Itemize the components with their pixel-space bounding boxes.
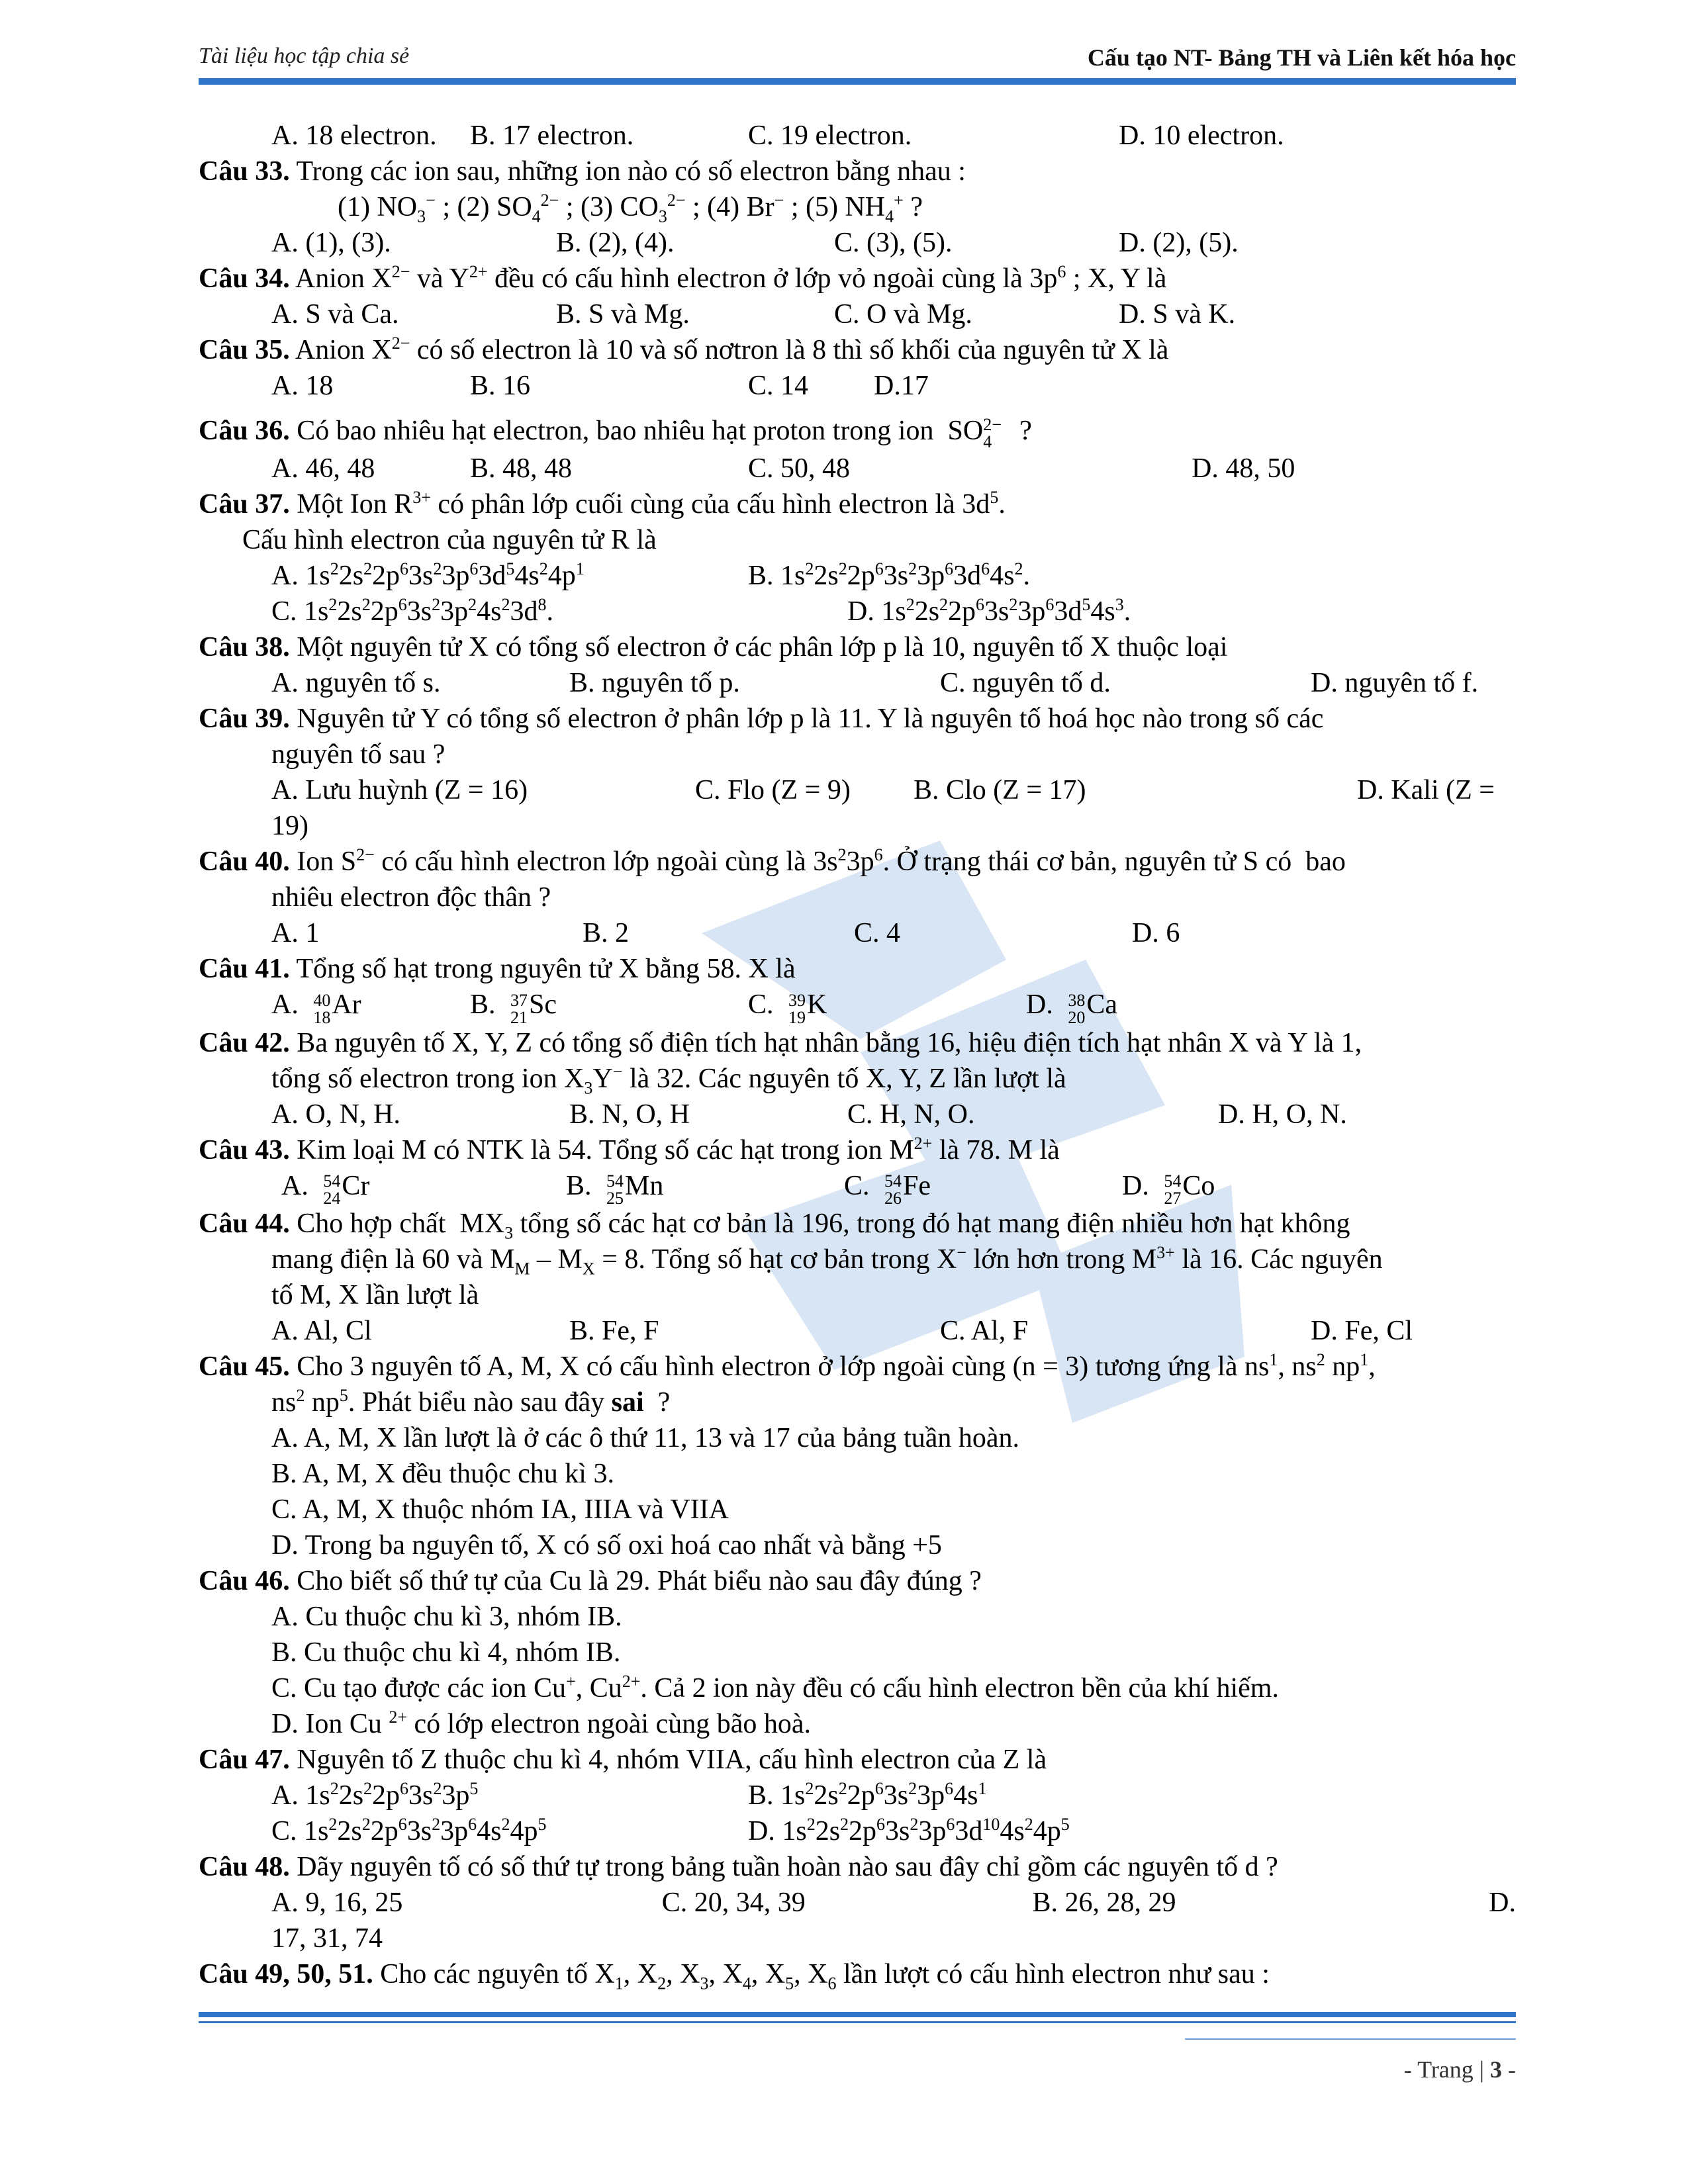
q39 — [199, 701, 1516, 737]
q45: Câu 45. Cho 3 nguyên tố A, M, X có cấu hình electron ở lớp ngoài cùng (n = 3) tương ứng là $ns^1$, $ns^2$ $np^1$, — [199, 1350, 1376, 1383]
q44-options — [199, 1313, 1516, 1349]
q45-option-c: C. A, M, X thuộc nhóm IA, IIIA và VIIA — [271, 1494, 729, 1525]
q48-option-b: B. 26, 28, 29 — [1032, 1888, 1176, 1919]
q34-option-b: B. S và Mg. — [556, 299, 690, 330]
q48-options — [199, 1885, 1516, 1921]
q42-text: Ba nguyên tố X, Y, Z có tổng số điện tích hạt nhân bằng 16, hiệu điện tích hạt nhân X và Y là 1, — [297, 1027, 1362, 1058]
q47-option-b: B. $1s^22s^22p^63s^23p^64s^1$ — [748, 1779, 987, 1811]
q32-options — [199, 118, 1516, 154]
q46-text: Cho biết số thứ tự của Cu là 29. Phát biểu nào sau đây đúng ? — [297, 1566, 982, 1597]
q47-option-d: D. $1s^22s^22p^63s^23p^63d^{10}4s^24p^5$ — [748, 1815, 1070, 1847]
q39-options — [199, 772, 1516, 808]
q36-number: Câu 36. — [199, 416, 290, 446]
q41-text: Tổng số hạt trong nguyên tử X bằng 58. X là — [296, 954, 796, 985]
q35-option-d: D.17 — [874, 371, 929, 401]
q35-option-a: A. 18 — [271, 371, 334, 401]
q44-option-b: B. Fe, F — [569, 1316, 659, 1347]
q34-option-d: D. S và K. — [1119, 299, 1236, 330]
q37-options-cd — [199, 594, 1516, 629]
q43-option-b: B. 54 25 Mn — [566, 1170, 664, 1208]
q43-option-d: D. 54 27 Co — [1122, 1170, 1215, 1208]
q35-options — [199, 368, 1516, 404]
q46-option-c: C. Cu tạo được các ion Cu+, $Cu^{2+}$. Cả 2 ion này đều có cấu hình electron bền của khí hiếm. — [271, 1672, 1279, 1704]
q47 — [199, 1742, 1516, 1778]
q43-option-a: A. 54 24 Cr — [281, 1170, 370, 1208]
q33-option-a: A. (1), (3). — [271, 228, 391, 258]
q38-text: Một nguyên tử X có tổng số electron ở các phân lớp p là 10, nguyên tố X thuộc loại — [297, 632, 1228, 663]
q37-number: Câu 37. — [199, 489, 290, 520]
q40: Câu 40. Ion $S^{2-}$ có cấu hình electron lớp ngoài cùng là $3s^23p^6$. Ở trạng thái cơ bản, nguyên tử S có bao — [199, 845, 1346, 878]
q39-text: Nguyên tử Y có tổng số electron ở phân lớp p là 11. Y là nguyên tố hoá học nào trong số các — [297, 704, 1324, 735]
q47-number: Câu 47. — [199, 1745, 290, 1776]
q45-option-b: B. A, M, X đều thuộc chu kì 3. — [271, 1459, 614, 1490]
q38-option-a: A. nguyên tố s. — [271, 668, 441, 699]
q35-option-c: C. 14 — [748, 371, 809, 401]
q35-number: Câu 35. — [199, 335, 290, 365]
q33-options — [199, 225, 1516, 261]
q42-option-b: B. N, O, H — [569, 1099, 690, 1130]
q48-option-c: C. 20, 34, 39 — [661, 1888, 806, 1919]
q42-option-d: D. H, O, N. — [1218, 1099, 1347, 1130]
q32-option-c: C. 19 electron. — [748, 120, 912, 151]
q33 — [199, 154, 1516, 189]
q40-text-cont: nhiêu electron độc thân ? — [271, 882, 551, 913]
q37-options-ab — [199, 558, 1516, 594]
q45-option-a: A. A, M, X lần lượt là ở các ô thứ 11, 13 và 17 của bảng tuần hoàn. — [271, 1423, 1019, 1454]
q47-option-a: A. $1s^22s^22p^63s^23p^5$ — [271, 1779, 479, 1811]
q48-option-d-cont: 17, 31, 74 — [271, 1923, 383, 1954]
q43: Câu 43. Kim loại M có NTK là 54. Tổng số các hạt trong ion $M^{2+}$ là 78. M là — [199, 1133, 1060, 1165]
page-number — [1404, 2056, 1516, 2083]
q36: Câu 36. Có bao nhiêu hạt electron, bao nhiêu hạt proton trong ion SO 2− 4 ? — [199, 415, 1032, 452]
q34-option-a: A. S và Ca. — [271, 299, 399, 330]
q45-text-cont: $ns^2$ $np^5$. Phát biểu nào sau đây sai ? — [271, 1386, 671, 1418]
q32-option-d: D. 10 electron. — [1119, 120, 1284, 151]
q39-option-a: A. Lưu huỳnh (Z = 16) — [271, 775, 528, 806]
q48-text: Dãy nguyên tố có số thứ tự trong bảng tuần hoàn nào sau đây chỉ gồm các nguyên tố d ? — [297, 1852, 1278, 1883]
q34-number: Câu 34. — [199, 263, 290, 294]
q33-number: Câu 33. — [199, 156, 290, 187]
q35-option-b: B. 16 — [470, 371, 531, 401]
q33-option-d: D. (2), (5). — [1119, 228, 1239, 258]
header-left: Tài liệu học tập chia sẻ — [199, 44, 410, 68]
q33-option-b: B. (2), (4). — [556, 228, 675, 258]
q32-option-a: A. 18 electron. — [271, 120, 437, 151]
q46-number: Câu 46. — [199, 1566, 290, 1597]
q42-number: Câu 42. — [199, 1027, 290, 1058]
q45-number: Câu 45. — [199, 1351, 290, 1383]
question-list — [199, 118, 1516, 1992]
page-number-prefix: - Trang | — [1403, 2056, 1490, 2083]
q34: Câu 34. Anion $X^{2-}$ và $Y^{2+}$ đều có cấu hình electron ở lớp vỏ ngoài cùng là $3p^6$ ; X, Y là — [199, 262, 1167, 294]
q39-option-b: B. Clo (Z = 17) — [914, 775, 1086, 806]
page-number-value: 3 — [1490, 2056, 1502, 2083]
header-right: Cấu tạo NT- Bảng TH và Liên kết hóa học — [1087, 44, 1516, 71]
q38-number: Câu 38. — [199, 632, 290, 663]
header-rule — [199, 78, 1516, 85]
q44-text-cont2: tố M, X lần lượt là — [271, 1280, 479, 1311]
footer-rule-thin — [199, 2021, 1516, 2023]
q39-option-d-cont: 19) — [271, 811, 308, 842]
q41-option-b: B. 37 21 Sc — [470, 989, 557, 1027]
q42 — [199, 1025, 1516, 1061]
footer-rule-short — [1185, 2038, 1516, 2040]
q45-option-d: D. Trong ba nguyên tố, X có số oxi hoá cao nhất và bằng +5 — [271, 1530, 942, 1561]
q42-option-a: A. O, N, H. — [271, 1099, 400, 1130]
q48-number: Câu 48. — [199, 1852, 290, 1883]
q47-option-c: C. $1s^22s^22p^63s^23p^64s^24p^5$ — [271, 1815, 547, 1847]
q41 — [199, 951, 1516, 987]
q33-option-c: C. (3), (5). — [834, 228, 953, 258]
q39-text-cont: nguyên tố sau ? — [271, 739, 445, 770]
q41-option-a: A. 40 18 Ar — [271, 989, 361, 1027]
q43-number: Câu 43. — [199, 1134, 290, 1165]
q37-subtext: Cấu hình electron của nguyên tử R là — [242, 525, 657, 556]
q40-option-d: D. 6 — [1132, 918, 1180, 949]
q46 — [199, 1563, 1516, 1599]
q36-option-a: A. 46, 48 — [271, 453, 375, 484]
q42-text-cont: tổng số electron trong ion $X_3Y^-$ là 32. Các nguyên tố X, Y, Z lần lượt là — [271, 1062, 1066, 1098]
q48-option-a: A. 9, 16, 25 — [271, 1888, 403, 1919]
q39-option-d: D. Kali (Z = — [1357, 775, 1495, 806]
q37-option-a: A. $1s^22s^22p^63s^23p^63d^54s^24p^1$ — [271, 559, 585, 592]
q47-options-ab — [199, 1778, 1516, 1813]
q47-options-cd — [199, 1813, 1516, 1849]
q36-option-d: D. 48, 50 — [1192, 453, 1295, 484]
q37: Câu 37. Một Ion $R^{3+}$ có phân lớp cuối cùng của cấu hình electron là $3d^5$. — [199, 488, 1006, 520]
q43-option-c: C. 54 26 Fe — [844, 1170, 931, 1208]
q33-text: Trong các ion sau, những ion nào có số electron bằng nhau : — [296, 156, 966, 187]
q33-ion-list: (1) $NO_3^-$ ; (2) $SO_4^{2-}$ ; (3) $CO_3^{2-}$ ; (4) Br− ; (5) $NH_4^+$ ? — [338, 191, 923, 226]
q36-text: Có bao nhiêu hạt electron, bao nhiêu hạt proton trong ion — [297, 416, 934, 446]
q41-options — [199, 987, 1516, 1027]
q44-number: Câu 44. — [199, 1208, 290, 1240]
q38-option-b: B. nguyên tố p. — [569, 668, 740, 699]
q39-number: Câu 39. — [199, 704, 290, 735]
q43-options — [199, 1168, 1516, 1206]
q42-options — [199, 1097, 1516, 1132]
q40-options — [199, 915, 1516, 951]
q38-option-d: D. nguyên tố f. — [1311, 668, 1479, 699]
q48 — [199, 1849, 1516, 1885]
q37-option-d: D. $1s^22s^22p^63s^23p^63d^54s^3$. — [847, 595, 1131, 627]
q44-text-cont: mang điện là 60 và $M_M - M_X = 8$. Tổng số hạt cơ bản trong X− lớn hơn trong $M^{3+}$ là 16. Các nguyên — [271, 1243, 1383, 1279]
q44: Câu 44. Cho hợp chất $MX_3$ tổng số các hạt cơ bản là 196, trong đó hạt mang điện nhiều hơn hạt không — [199, 1208, 1350, 1243]
q44-option-d: D. Fe, Cl — [1311, 1316, 1413, 1347]
q38-option-c: C. nguyên tố d. — [940, 668, 1111, 699]
q41-option-d: D. 38 20 Ca — [1026, 989, 1117, 1027]
q34-option-c: C. O và Mg. — [834, 299, 972, 330]
q49-number: Câu 49, 50, 51. — [199, 1959, 373, 1990]
q46-option-a: A. Cu thuộc chu kì 3, nhóm IB. — [271, 1602, 622, 1633]
q40-option-c: C. 4 — [854, 918, 901, 949]
q47-text: Nguyên tố Z thuộc chu kì 4, nhóm VIIA, cấu hình electron của Z là — [297, 1745, 1047, 1776]
q44-option-a: A. Al, Cl — [271, 1316, 372, 1347]
q40-number: Câu 40. — [199, 846, 290, 878]
q44-option-c: C. Al, F — [940, 1316, 1029, 1347]
q34-options — [199, 296, 1516, 332]
page-number-suffix: - — [1502, 2056, 1516, 2083]
q35: Câu 35. Anion $X^{2-}$ có số electron là 10 và số nơtron là 8 thì số khối của nguyên tử X là — [199, 334, 1169, 365]
q32-option-b: B. 17 electron. — [470, 120, 634, 151]
footer-rule — [199, 2012, 1516, 2017]
q41-number: Câu 41. — [199, 954, 290, 985]
q37-option-b: B. $1s^22s^22p^63s^23p^63d^64s^2$. — [748, 559, 1030, 592]
q46-option-b: B. Cu thuộc chu kì 4, nhóm IB. — [271, 1637, 621, 1668]
q36-options — [199, 451, 1516, 486]
q40-option-b: B. 2 — [583, 918, 630, 949]
q38 — [199, 629, 1516, 665]
q38-options — [199, 665, 1516, 701]
q48-option-d: D. — [1489, 1888, 1517, 1919]
q41-option-c: C. 39 19 K — [748, 989, 827, 1027]
q37-option-c: C. $1s^22s^22p^63s^23p^24s^23d^8$. — [271, 595, 553, 627]
q36-option-c: C. 50, 48 — [748, 453, 851, 484]
q40-option-a: A. 1 — [271, 918, 320, 949]
q36-option-b: B. 48, 48 — [470, 453, 573, 484]
q42-option-c: C. H, N, O. — [847, 1099, 975, 1130]
q46-option-d: D. Ion Cu $^{2+}$ có lớp electron ngoài cùng bão hoà. — [271, 1707, 812, 1740]
q39-option-c: C. Flo (Z = 9) — [695, 775, 851, 806]
q49: Câu 49, 50, 51. Cho các nguyên tố $X_1$, $X_2$, $X_3$, $X_4$, $X_5$, $X_6$ lần lượt có cấu hình electron như sau : — [199, 1959, 1270, 1993]
sulfate-charge: 2− 4 — [983, 415, 1002, 452]
